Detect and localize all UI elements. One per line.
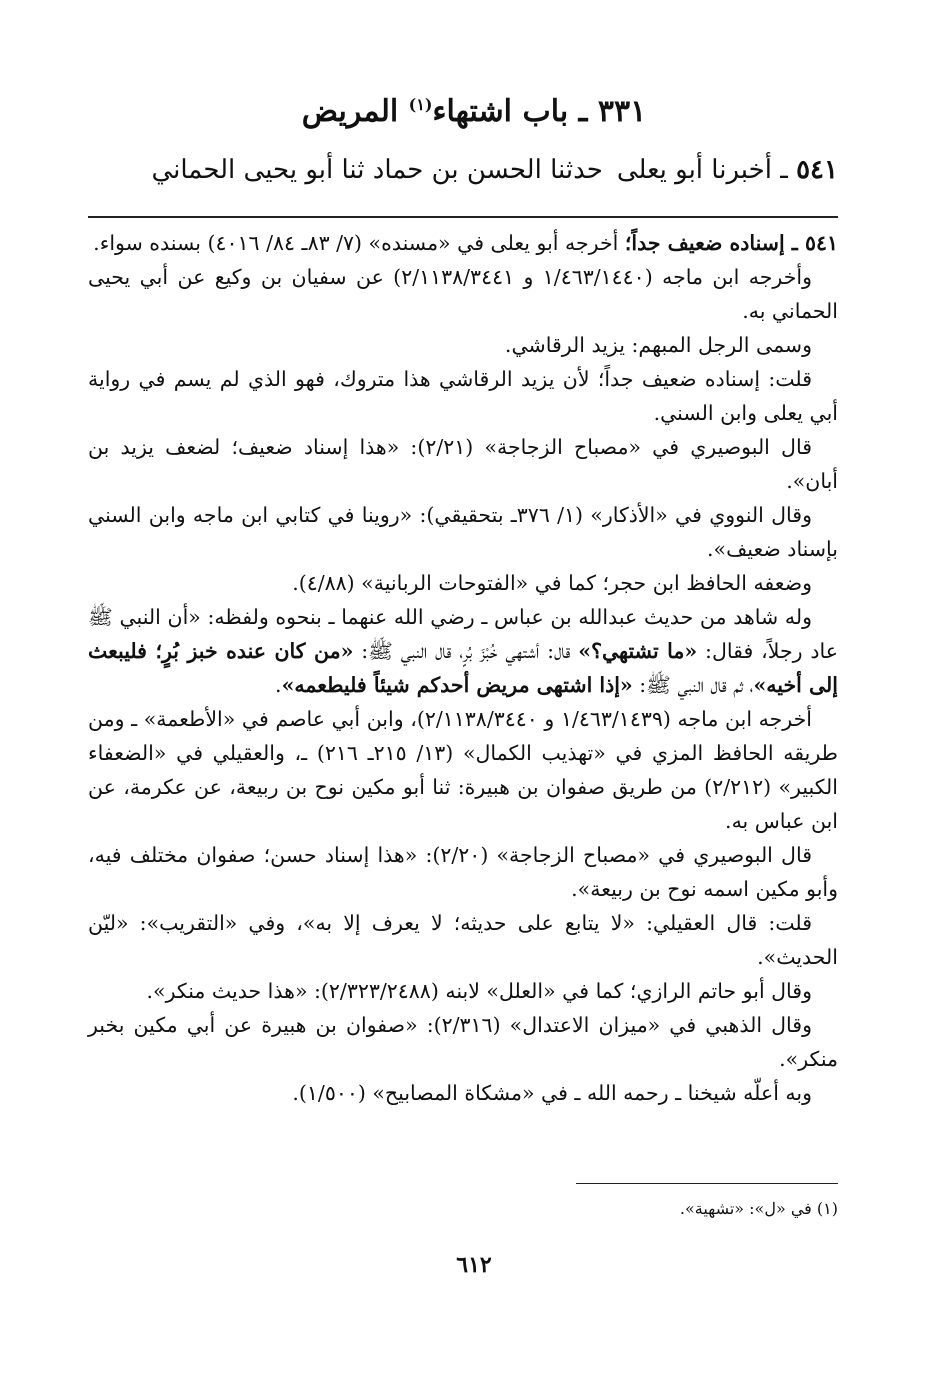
hadith-quote: «من كان عنده خبز بُرٍ؛ فليبعث إلى أخيه»: [88, 639, 838, 697]
note-paragraph: [88, 226, 838, 260]
chapter-title-text: ٣٣١ ـ باب اشتهاء: [432, 94, 647, 129]
note-paragraph: قلت: إسناده ضعيف جداً؛ لأن يزيد الرقاشي هذا متروك، فهو الذي لم يسم في رواية أبي يعلى وابن السني.: [88, 367, 838, 425]
hadith-text: [88, 150, 838, 190]
chapter-title-end: المريض: [301, 94, 409, 129]
note-paragraph: وبه أعلّه شيخنا ـ رحمه الله ـ في «مشكاة المصابيح» (١/٥٠٠).: [292, 1081, 812, 1105]
note-paragraph: قال البوصيري في «مصباح الزجاجة» (٢/٢١): «هذا إسناد ضعيف؛ لضعف يزيد بن أبان».: [88, 435, 838, 493]
note-paragraph: وسمى الرجل المبهم: يزيد الرقاشي.: [504, 333, 812, 357]
chapter-title: [80, 92, 868, 132]
main-divider: [88, 216, 838, 218]
hadith-chain-rest: حدثنا الحسن بن حماد ثنا أبو يحيى الحماني: [151, 155, 603, 185]
note-text: قال: أشتهي خُبْزَ بُرٍ، قال النبي ﷺ:: [353, 639, 579, 663]
note-text: .: [275, 673, 282, 697]
note-paragraph: أخرجه ابن ماجه (١/٤٦٣/١٤٣٩ و ٢/١١٣٨/٣٤٤٠)، وابن أبي عاصم في «الأطعمة» ـ ومن طريقه الحافظ المزي في «تهذيب الكمال» (١٣/ ٢١٥ـ ٢١٦) ـ، والعقيلي في «الضعفاء الكبير» (٢/٢١٢) من طريق صفوان بن هبيرة: ثنا أبو مكين نوح بن ربيعة، عن عكرمة، عن ابن عباس به.: [88, 707, 838, 833]
footnote-marker: (١): [408, 95, 433, 114]
footnote: (١) في «ل»: «تشهية».: [679, 1199, 838, 1218]
note-paragraph: قلت: قال العقيلي: «لا يتابع على حديثه؛ لا يعرف إلا به»، وفي «التقريب»: «ليّن الحديث».: [88, 911, 838, 969]
note-paragraph: [88, 600, 838, 702]
note-number: ٥٤١: [804, 231, 838, 255]
hadith-quote: «ما تشتهي؟»: [578, 639, 698, 663]
hadith-quote: «إذا اشتهى مريض أحدكم شيئاً فليطعمه»: [281, 673, 633, 697]
note-text: وله شاهد من حديث عبدالله بن عباس ـ رضي الله عنهما ـ بنحوه ولفظه: «أن النبي ﷺ عاد رجلاً، فقال:: [88, 605, 838, 663]
note-paragraph: وقال النووي في «الأذكار» (١/ ٣٧٦ـ بتحقيقي): «روينا في كتابي ابن ماجه وابن السني بإسناد ضعيف».: [88, 503, 838, 561]
note-paragraph: وأخرجه ابن ماجه (١/٤٦٣/١٤٤٠ و ٢/١١٣٨/٣٤٤١) عن سفيان بن وكيع عن أبي يحيى الحماني به.: [88, 265, 838, 323]
footnote-divider: [576, 1183, 838, 1184]
note-paragraph: وقال الذهبي في «ميزان الاعتدال» (٢/٣١٦): «صفوان بن هبيرة عن أبي مكين بخبر منكر».: [88, 1013, 838, 1071]
note-paragraph: وقال أبو حاتم الرازي؛ كما في «العلل» لابنه (٢/٣٢٣/٢٤٨٨): «هذا حديث منكر».: [146, 979, 812, 1003]
note-paragraph: وضعفه الحافظ ابن حجر؛ كما في «الفتوحات الربانية» (٤/٨٨).: [292, 571, 812, 595]
note-grading: ـ إسناده ضعيف جداً؛: [624, 231, 805, 255]
hadith-chain-start: ـ أخبرنا أبو يعلى: [616, 155, 797, 185]
hadith-number: ٥٤١: [796, 155, 838, 185]
note-paragraph: قال البوصيري في «مصباح الزجاجة» (٢/٢٠): «هذا إسناد حسن؛ صفوان مختلف فيه، وأبو مكين اسمه نوح بن ربيعة».: [88, 843, 838, 901]
note-text: أخرجه أبو يعلى في «مسنده» (٧/ ٨٣ـ ٨٤/ ٤٠١٦) بسنده سواء.: [93, 231, 625, 255]
commentary: [88, 226, 838, 1110]
page-number: ٦١٢: [456, 1252, 492, 1278]
note-text: ، ثم قال النبي ﷺ:: [632, 673, 754, 697]
